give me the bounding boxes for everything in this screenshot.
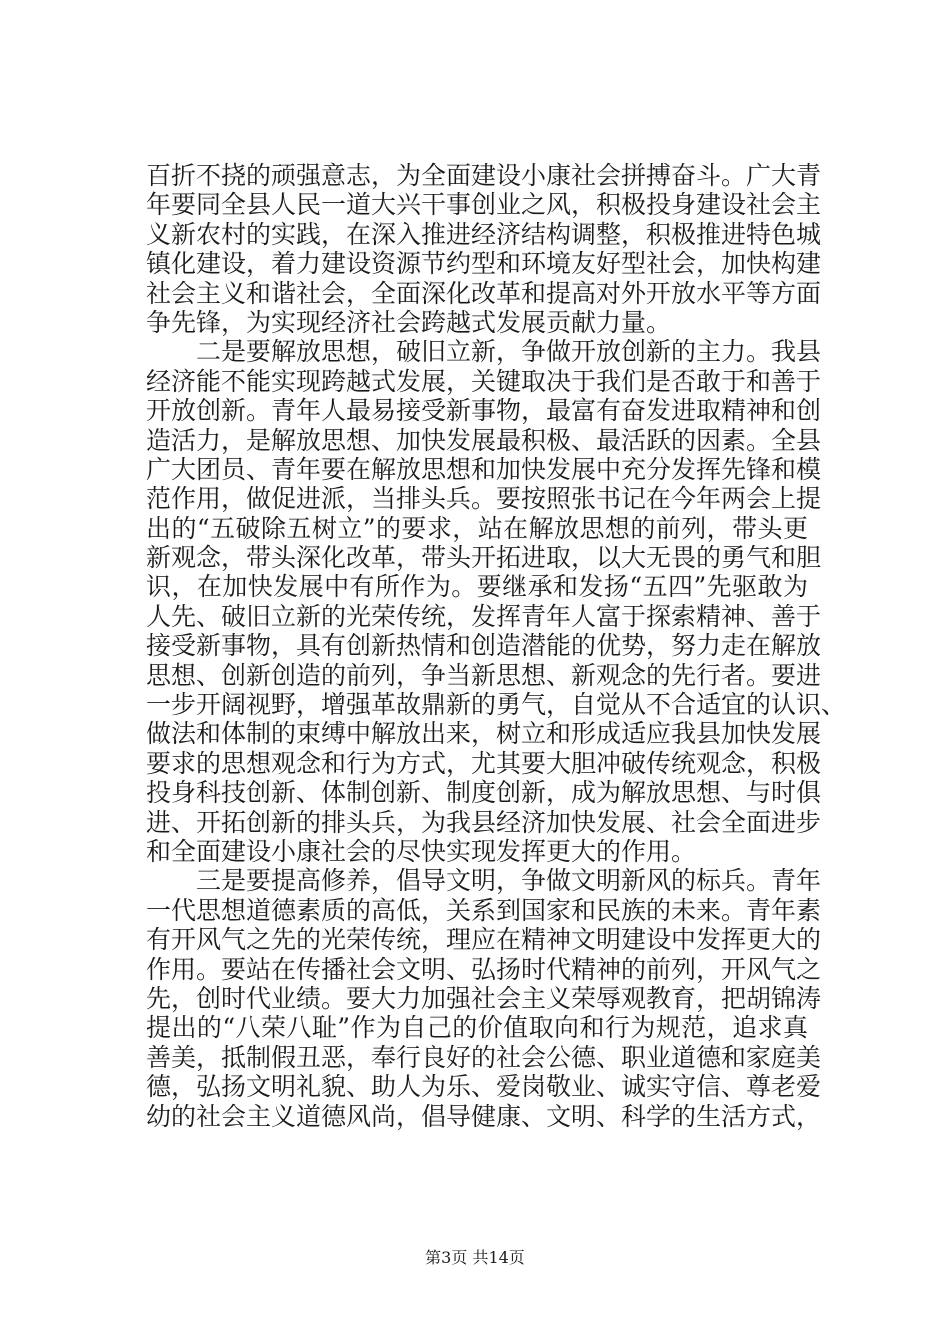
text-line: 善美，抵制假丑恶，奉行良好的社会公德、职业道德和家庭美 [146, 1042, 822, 1072]
text-line: 经济能不能实现跨越式发展，关键取决于我们是否敢于和善于 [146, 366, 822, 396]
text-line: 进、开拓创新的排头兵，为我县经济加快发展、社会全面进步 [146, 807, 822, 837]
text-line: 二是要解放思想，破旧立新，争做开放创新的主力。我县 [146, 337, 822, 367]
text-line: 社会主义和谐社会，全面深化改革和提高对外开放水平等方面 [146, 278, 822, 308]
text-line: 提出的“八荣八耻”作为自己的价值取向和行为规范，追求真 [146, 1013, 808, 1043]
paragraph-3 [146, 866, 822, 1131]
text-line: 义新农村的实践，在深入推进经济结构调整，积极推进特色城 [146, 219, 822, 249]
text-line: 争先锋，为实现经济社会跨越式发展贡献力量。 [146, 307, 672, 337]
text-line: 识，在加快发展中有所作为。要继承和发扬“五四”先驱敢为 [146, 572, 808, 602]
text-line: 人先、破旧立新的光荣传统，发挥青年人富于探索精神、善于 [146, 601, 822, 631]
text-line: 开放创新。青年人最易接受新事物，最富有奋发进取精神和创 [146, 396, 822, 426]
text-line: 新观念，带头深化改革，带头开拓进取，以大无畏的勇气和胆 [146, 543, 822, 573]
text-line: 造活力，是解放思想、加快发展最积极、最活跃的因素。全县 [146, 425, 822, 455]
text-line: 思想、创新创造的前列，争当新思想、新观念的先行者。要进 [146, 660, 822, 690]
text-line: 广大团员、青年要在解放思想和加快发展中充分发挥先锋和模 [146, 454, 822, 484]
text-line: 范作用，做促进派，当排头兵。要按照张书记在今年两会上提 [146, 484, 822, 514]
text-line: 出的“五破除五树立”的要求，站在解放思想的前列，带头更 [146, 513, 808, 543]
text-line: 做法和体制的束缚中解放出来，树立和形成适应我县加快发展 [146, 719, 822, 749]
page-footer: 第3页 共14页 [425, 1248, 525, 1267]
text-line: 要求的思想观念和行为方式，尤其要大胆冲破传统观念，积极 [146, 748, 822, 778]
text-line: 一代思想道德素质的高低，关系到国家和民族的未来。青年素 [146, 895, 822, 925]
text-line: 镇化建设，着力建设资源节约型和环境友好型社会，加快构建 [146, 249, 822, 279]
text-line: 投身科技创新、体制创新、制度创新，成为解放思想、与时俱 [146, 778, 822, 808]
paragraph-1 [146, 161, 822, 337]
text-line: 一步开阔视野，增强革故鼎新的勇气，自觉从不合适宜的认识、 [146, 690, 847, 720]
text-line: 作用。要站在传播社会文明、弘扬时代精神的前列，开风气之 [146, 954, 822, 984]
text-line: 幼的社会主义道德风尚，倡导健康、文明、科学的生活方式， [146, 1101, 822, 1131]
text-line: 三是要提高修养，倡导文明，争做文明新风的标兵。青年 [146, 866, 822, 896]
text-line: 德，弘扬文明礼貌、助人为乐、爱岗敬业、诚实守信、尊老爱 [146, 1072, 822, 1102]
document-body [146, 161, 847, 1131]
paragraph-2 [146, 337, 847, 866]
text-line: 百折不挠的顽强意志，为全面建设小康社会拼搏奋斗。广大青 [146, 161, 822, 190]
text-line: 接受新事物，具有创新热情和创造潜能的优势，努力走在解放 [146, 631, 822, 661]
text-line: 有开风气之先的光荣传统，理应在精神文明建设中发挥更大的 [146, 925, 822, 955]
text-line: 年要同全县人民一道大兴干事创业之风，积极投身建设社会主 [146, 190, 822, 220]
text-line: 和全面建设小康社会的尽快实现发挥更大的作用。 [146, 836, 697, 866]
text-line: 先，创时代业绩。要大力加强社会主义荣辱观教育，把胡锦涛 [146, 983, 822, 1013]
